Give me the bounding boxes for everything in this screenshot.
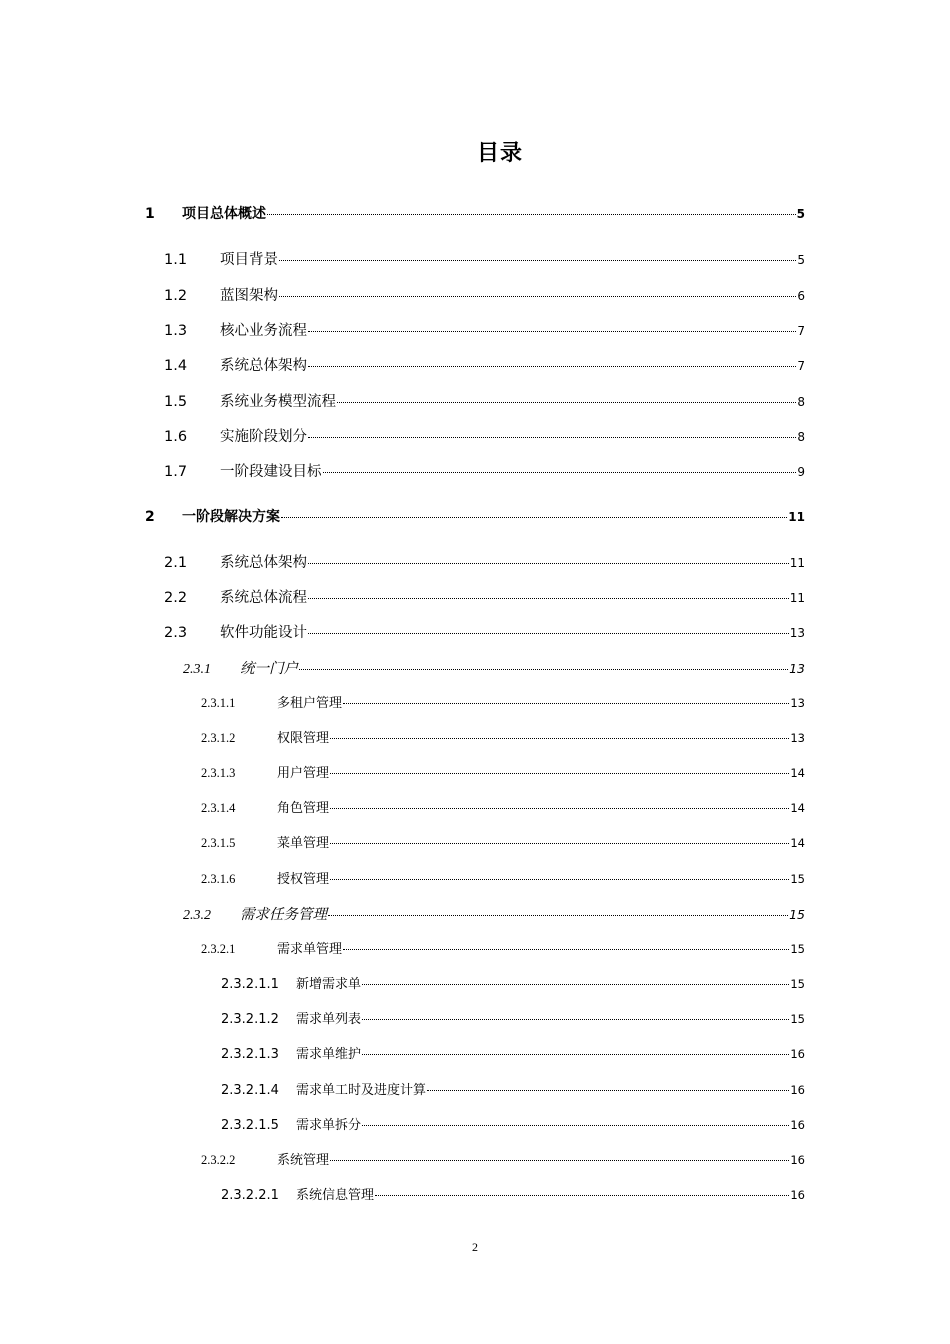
toc-entry-title: 需求单列表 [296, 1012, 362, 1027]
toc-entry-page: 7 [797, 359, 805, 373]
toc-entry-page: 7 [797, 324, 805, 338]
toc-entry-number: 2.3.1.1 [201, 696, 236, 710]
toc-dot-leader [330, 738, 789, 739]
toc-entry-title: 需求单管理 [277, 942, 343, 957]
toc-entry-title: 系统总体架构 [220, 358, 307, 374]
toc-entry[interactable] [164, 319, 805, 340]
toc-entry-title: 新增需求单 [296, 977, 362, 992]
toc-dot-leader [330, 808, 789, 809]
toc-dot-leader [308, 598, 789, 599]
toc-entry-page: 14 [790, 801, 805, 815]
toc-entry-number: 1 [145, 206, 155, 222]
toc-entry[interactable] [201, 727, 805, 746]
toc-entry-title: 菜单管理 [277, 836, 330, 851]
toc-entry-number: 2.3.1.5 [201, 836, 236, 850]
toc-entry-number: 2.2 [164, 590, 188, 606]
toc-entry-page: 16 [790, 1118, 805, 1132]
toc-entry-title: 系统业务模型流程 [220, 394, 336, 410]
toc-entry-number: 1.4 [164, 358, 188, 374]
toc-entry-title: 核心业务流程 [220, 323, 307, 339]
toc-entry-number: 2.3.1.6 [201, 872, 236, 886]
toc-entry[interactable] [145, 506, 805, 526]
toc-dot-leader [299, 669, 788, 670]
toc-entry[interactable] [201, 1149, 805, 1168]
toc-entry-number: 2.3.2.2 [201, 1153, 236, 1167]
toc-entry-page: 13 [789, 626, 805, 640]
toc-entry-number: 2.3.2.1.3 [221, 1047, 279, 1062]
toc-entry[interactable] [164, 284, 805, 305]
toc-dot-leader [427, 1090, 789, 1091]
toc-entry-title: 需求任务管理 [240, 907, 327, 923]
toc-entry-page: 11 [789, 556, 805, 570]
toc-entry-number: 2.3.1.4 [201, 801, 236, 815]
toc-entry-page: 8 [797, 430, 805, 444]
toc-entry-number: 2.3.1.2 [201, 731, 236, 745]
toc-entry[interactable] [221, 1184, 805, 1203]
toc-entry[interactable] [164, 390, 805, 411]
toc-entry-title: 项目背景 [220, 252, 278, 268]
toc-entry[interactable] [221, 1114, 805, 1133]
toc-dot-leader [375, 1195, 789, 1196]
toc-entry-title: 需求单拆分 [296, 1118, 362, 1133]
toc-entry-page: 6 [797, 289, 805, 303]
toc-entry-page: 14 [790, 766, 805, 780]
toc-entry-page: 5 [796, 207, 805, 221]
toc-entry[interactable] [201, 938, 805, 957]
toc-entry-number: 1.2 [164, 288, 188, 304]
toc-dot-leader [362, 984, 789, 985]
toc-entry[interactable] [164, 425, 805, 446]
toc-entry-page: 16 [790, 1047, 805, 1061]
toc-entry[interactable] [221, 1008, 805, 1027]
toc-entry-page: 9 [797, 465, 805, 479]
toc-dot-leader [330, 879, 789, 880]
toc-dot-leader [343, 703, 789, 704]
toc-entry-title: 系统管理 [277, 1153, 330, 1168]
toc-entry-page: 15 [790, 872, 805, 886]
toc-entry-number: 2.3.1 [183, 662, 211, 677]
toc-entry-number: 2.3 [164, 625, 188, 641]
toc-entry-page: 8 [797, 395, 805, 409]
toc-entry-page: 5 [797, 253, 805, 267]
toc-entry[interactable] [201, 762, 805, 781]
toc-dot-leader [362, 1019, 789, 1020]
toc-entry-number: 2.3.2.1.1 [221, 977, 279, 992]
toc-entry-title: 系统总体架构 [220, 555, 307, 571]
toc-entry-page: 13 [789, 661, 805, 676]
toc-dot-leader [308, 437, 796, 438]
toc-dot-leader [267, 214, 796, 215]
toc-entry[interactable] [164, 551, 805, 572]
toc-entry[interactable] [164, 354, 805, 375]
toc-entry-title: 权限管理 [277, 731, 330, 746]
toc-entry-number: 2.3.2.1.4 [221, 1083, 279, 1098]
toc-entry-page: 15 [790, 977, 805, 991]
toc-dot-leader [330, 1160, 789, 1161]
toc-entry-title: 蓝图架构 [220, 288, 278, 304]
toc-entry-number: 1.1 [164, 252, 188, 268]
toc-dot-leader [330, 773, 789, 774]
toc-entry-number: 2.1 [164, 555, 188, 571]
toc-entry-title: 实施阶段划分 [220, 429, 307, 445]
toc-entry-title: 统一门户 [240, 661, 298, 677]
toc-entry[interactable] [164, 586, 805, 607]
toc-entry-title: 用户管理 [277, 766, 330, 781]
toc-dot-leader [308, 366, 796, 367]
toc-entry-title: 多租户管理 [277, 696, 343, 711]
toc-entry[interactable] [221, 1043, 805, 1062]
toc-entry-number: 1.3 [164, 323, 188, 339]
toc-entry-number: 1.7 [164, 464, 188, 480]
toc-dot-leader [281, 517, 787, 518]
toc-entry-title: 授权管理 [277, 872, 330, 887]
toc-entry-title: 角色管理 [277, 801, 330, 816]
page-title: 目录 [476, 141, 523, 166]
toc-entry[interactable] [221, 1079, 805, 1098]
toc-entry-number: 2.3.2.1 [201, 942, 236, 956]
toc-entry[interactable] [164, 621, 805, 642]
toc-entry[interactable] [201, 832, 805, 851]
toc-entry-title: 一阶段建设目标 [220, 464, 322, 480]
toc-entry-page: 13 [790, 696, 805, 710]
toc-entry[interactable] [183, 903, 805, 924]
toc-entry-number: 2.3.2.1.2 [221, 1012, 279, 1027]
toc-entry-number: 2.3.1.3 [201, 766, 236, 780]
toc-dot-leader [308, 331, 796, 332]
toc-entry-page: 11 [789, 591, 805, 605]
toc-entry-page: 14 [790, 836, 805, 850]
toc-dot-leader [308, 563, 789, 564]
toc-entry-title: 项目总体概述 [182, 206, 266, 222]
toc-entry-page: 15 [790, 1012, 805, 1026]
toc-entry-title: 系统总体流程 [220, 590, 307, 606]
toc-entry-page: 16 [790, 1153, 805, 1167]
toc-entry[interactable] [183, 657, 805, 678]
toc-entry-title: 系统信息管理 [296, 1188, 375, 1203]
toc-entry-page: 16 [790, 1188, 805, 1202]
toc-entry-number: 2.3.2 [183, 908, 211, 923]
toc-entry-title: 需求单工时及进度计算 [296, 1083, 427, 1098]
toc-entry[interactable] [201, 692, 805, 711]
toc-entry[interactable] [145, 203, 805, 223]
toc-dot-leader [279, 296, 796, 297]
toc-entry-number: 2 [145, 509, 155, 525]
toc-entry[interactable] [201, 797, 805, 816]
toc-dot-leader [330, 843, 789, 844]
toc-dot-leader [362, 1054, 789, 1055]
toc-entry-page: 11 [788, 510, 805, 524]
toc-dot-leader [362, 1125, 789, 1126]
toc-entry-title: 软件功能设计 [220, 625, 307, 641]
toc-entry-number: 1.5 [164, 394, 188, 410]
toc-entry[interactable] [164, 248, 805, 269]
toc-entry-title: 需求单维护 [296, 1047, 362, 1062]
toc-entry[interactable] [221, 973, 805, 992]
toc-entry-title: 一阶段解决方案 [182, 509, 280, 525]
toc-entry-number: 2.3.2.2.1 [221, 1188, 279, 1203]
toc-dot-leader [323, 472, 797, 473]
toc-dot-leader [337, 402, 796, 403]
toc-entry[interactable] [164, 460, 805, 481]
toc-entry-number: 1.6 [164, 429, 188, 445]
toc-entry-page: 13 [790, 731, 805, 745]
toc-dot-leader [279, 260, 796, 261]
toc-dot-leader [308, 633, 789, 634]
toc-entry-number: 2.3.2.1.5 [221, 1118, 279, 1133]
toc-entry[interactable] [201, 868, 805, 887]
toc-dot-leader [328, 915, 788, 916]
toc-entry-page: 16 [790, 1083, 805, 1097]
toc-entry-page: 15 [790, 942, 805, 956]
toc-dot-leader [343, 949, 789, 950]
toc-entry-page: 15 [789, 907, 805, 922]
page-number: 2 [472, 1240, 478, 1254]
